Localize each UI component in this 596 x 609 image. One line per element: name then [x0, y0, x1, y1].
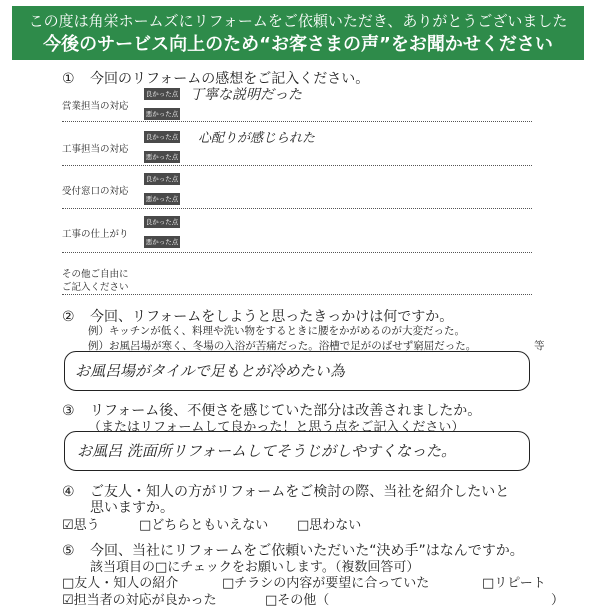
question-text: リフォーム後、不便さを感じていた部分は改善されましたか。 — [90, 403, 482, 419]
checkbox-icon: □ — [265, 593, 278, 608]
question-3-sub: （またはリフォームして良かった！と思う点をご記入ください） — [88, 420, 465, 435]
banner-line-1: この度は角栄ホームズにリフォームをご依頼いただき、ありがとうございました — [28, 12, 568, 30]
bad-point-tag: 悪かった点 — [145, 153, 179, 161]
handwritten-answer: お風呂場がタイルで足もとが冷めたい為 — [75, 362, 345, 380]
question-number: ① — [62, 71, 75, 87]
example-1: 例）キッチンが低く、料理や洗い物をするときに腰をかがめるのが大変だった。 — [88, 325, 466, 337]
option-other[interactable]: □その他（ — [265, 593, 330, 608]
etc-mark: 等 — [534, 340, 545, 352]
question-number: ④ — [62, 484, 75, 500]
row-divider — [62, 165, 532, 166]
banner-line-2: 今後のサービス向上のため“お客さまの声”をお聞かせください — [43, 34, 553, 55]
row-divider — [62, 121, 532, 122]
row-label: 工事の仕上がり — [62, 229, 129, 240]
question-4-sub: 思いますか。 — [90, 500, 174, 516]
question-text: 今回、リフォームをしようと思ったきっかけは何ですか。 — [90, 309, 454, 325]
checkbox-checked-icon: ☑ — [62, 518, 74, 533]
row-divider — [62, 294, 532, 295]
option-recommend-no[interactable]: □思わない — [297, 518, 362, 533]
checkbox-icon: □ — [297, 518, 310, 533]
answer-box-q3 — [64, 431, 530, 471]
checkbox-icon: □ — [139, 518, 152, 533]
question-text: ご友人・知人の方がリフォームをご検討の際、当社を紹介したいと — [90, 484, 510, 500]
option-recommend-yes[interactable]: ☑思う — [62, 518, 100, 533]
handwritten-answer: お風呂 洗面所リフォームしてそうじがしやすくなった。 — [77, 442, 457, 460]
bad-point-tag: 悪かった点 — [145, 238, 179, 246]
checkbox-checked-icon: ☑ — [62, 593, 74, 608]
good-point-answer: 丁寧な説明だった — [190, 87, 302, 103]
question-text: 今回のリフォームの感想をご記入ください。 — [90, 71, 370, 87]
option-flyer[interactable]: □チラシの内容が要望に合っていた — [222, 576, 430, 591]
bad-point-tag: 悪かった点 — [145, 110, 179, 118]
good-point-tag: 良かった点 — [145, 175, 179, 183]
checkbox-icon: □ — [222, 576, 235, 591]
row-divider — [62, 208, 532, 209]
good-point-tag: 良かった点 — [145, 90, 179, 98]
other-label-2: ご記入ください — [62, 282, 129, 293]
other-close-paren: ） — [551, 593, 565, 608]
row-label: 営業担当の対応 — [62, 101, 129, 112]
other-label-1: その他ご自由に — [62, 269, 129, 280]
question-number: ② — [62, 309, 75, 325]
good-point-tag: 良かった点 — [145, 133, 179, 141]
example-2: 例）お風呂場が寒く、冬場の入浴が苦痛だった。浴槽で足がのばせず窮屈だった。 — [88, 340, 477, 352]
good-point-answer: 心配りが感じられた — [198, 131, 316, 146]
good-point-tag: 良かった点 — [145, 218, 179, 226]
row-label: 受付窓口の対応 — [62, 186, 129, 197]
question-number: ⑤ — [62, 543, 75, 559]
checkbox-icon: □ — [482, 576, 495, 591]
option-referral[interactable]: □友人・知人の紹介 — [62, 576, 179, 591]
option-repeat[interactable]: □リピート — [482, 576, 546, 591]
row-label: 工事担当の対応 — [62, 144, 129, 155]
answer-box-q2 — [64, 351, 530, 391]
checkbox-icon: □ — [62, 576, 75, 591]
question-text: 今回、当社にリフォームをご依頼いただいた“決め手”はなんですか。 — [90, 543, 524, 559]
bad-point-tag: 悪かった点 — [145, 195, 179, 203]
header-banner — [12, 6, 584, 60]
option-recommend-neutral[interactable]: □どちらともいえない — [139, 518, 269, 533]
row-divider — [62, 252, 532, 253]
question-number: ③ — [62, 403, 75, 419]
question-5-sub: 該当項目の□にチェックをお願いします。（複数回答可） — [90, 560, 420, 575]
option-staff-response[interactable]: ☑担当者の対応が良かった — [62, 593, 217, 608]
